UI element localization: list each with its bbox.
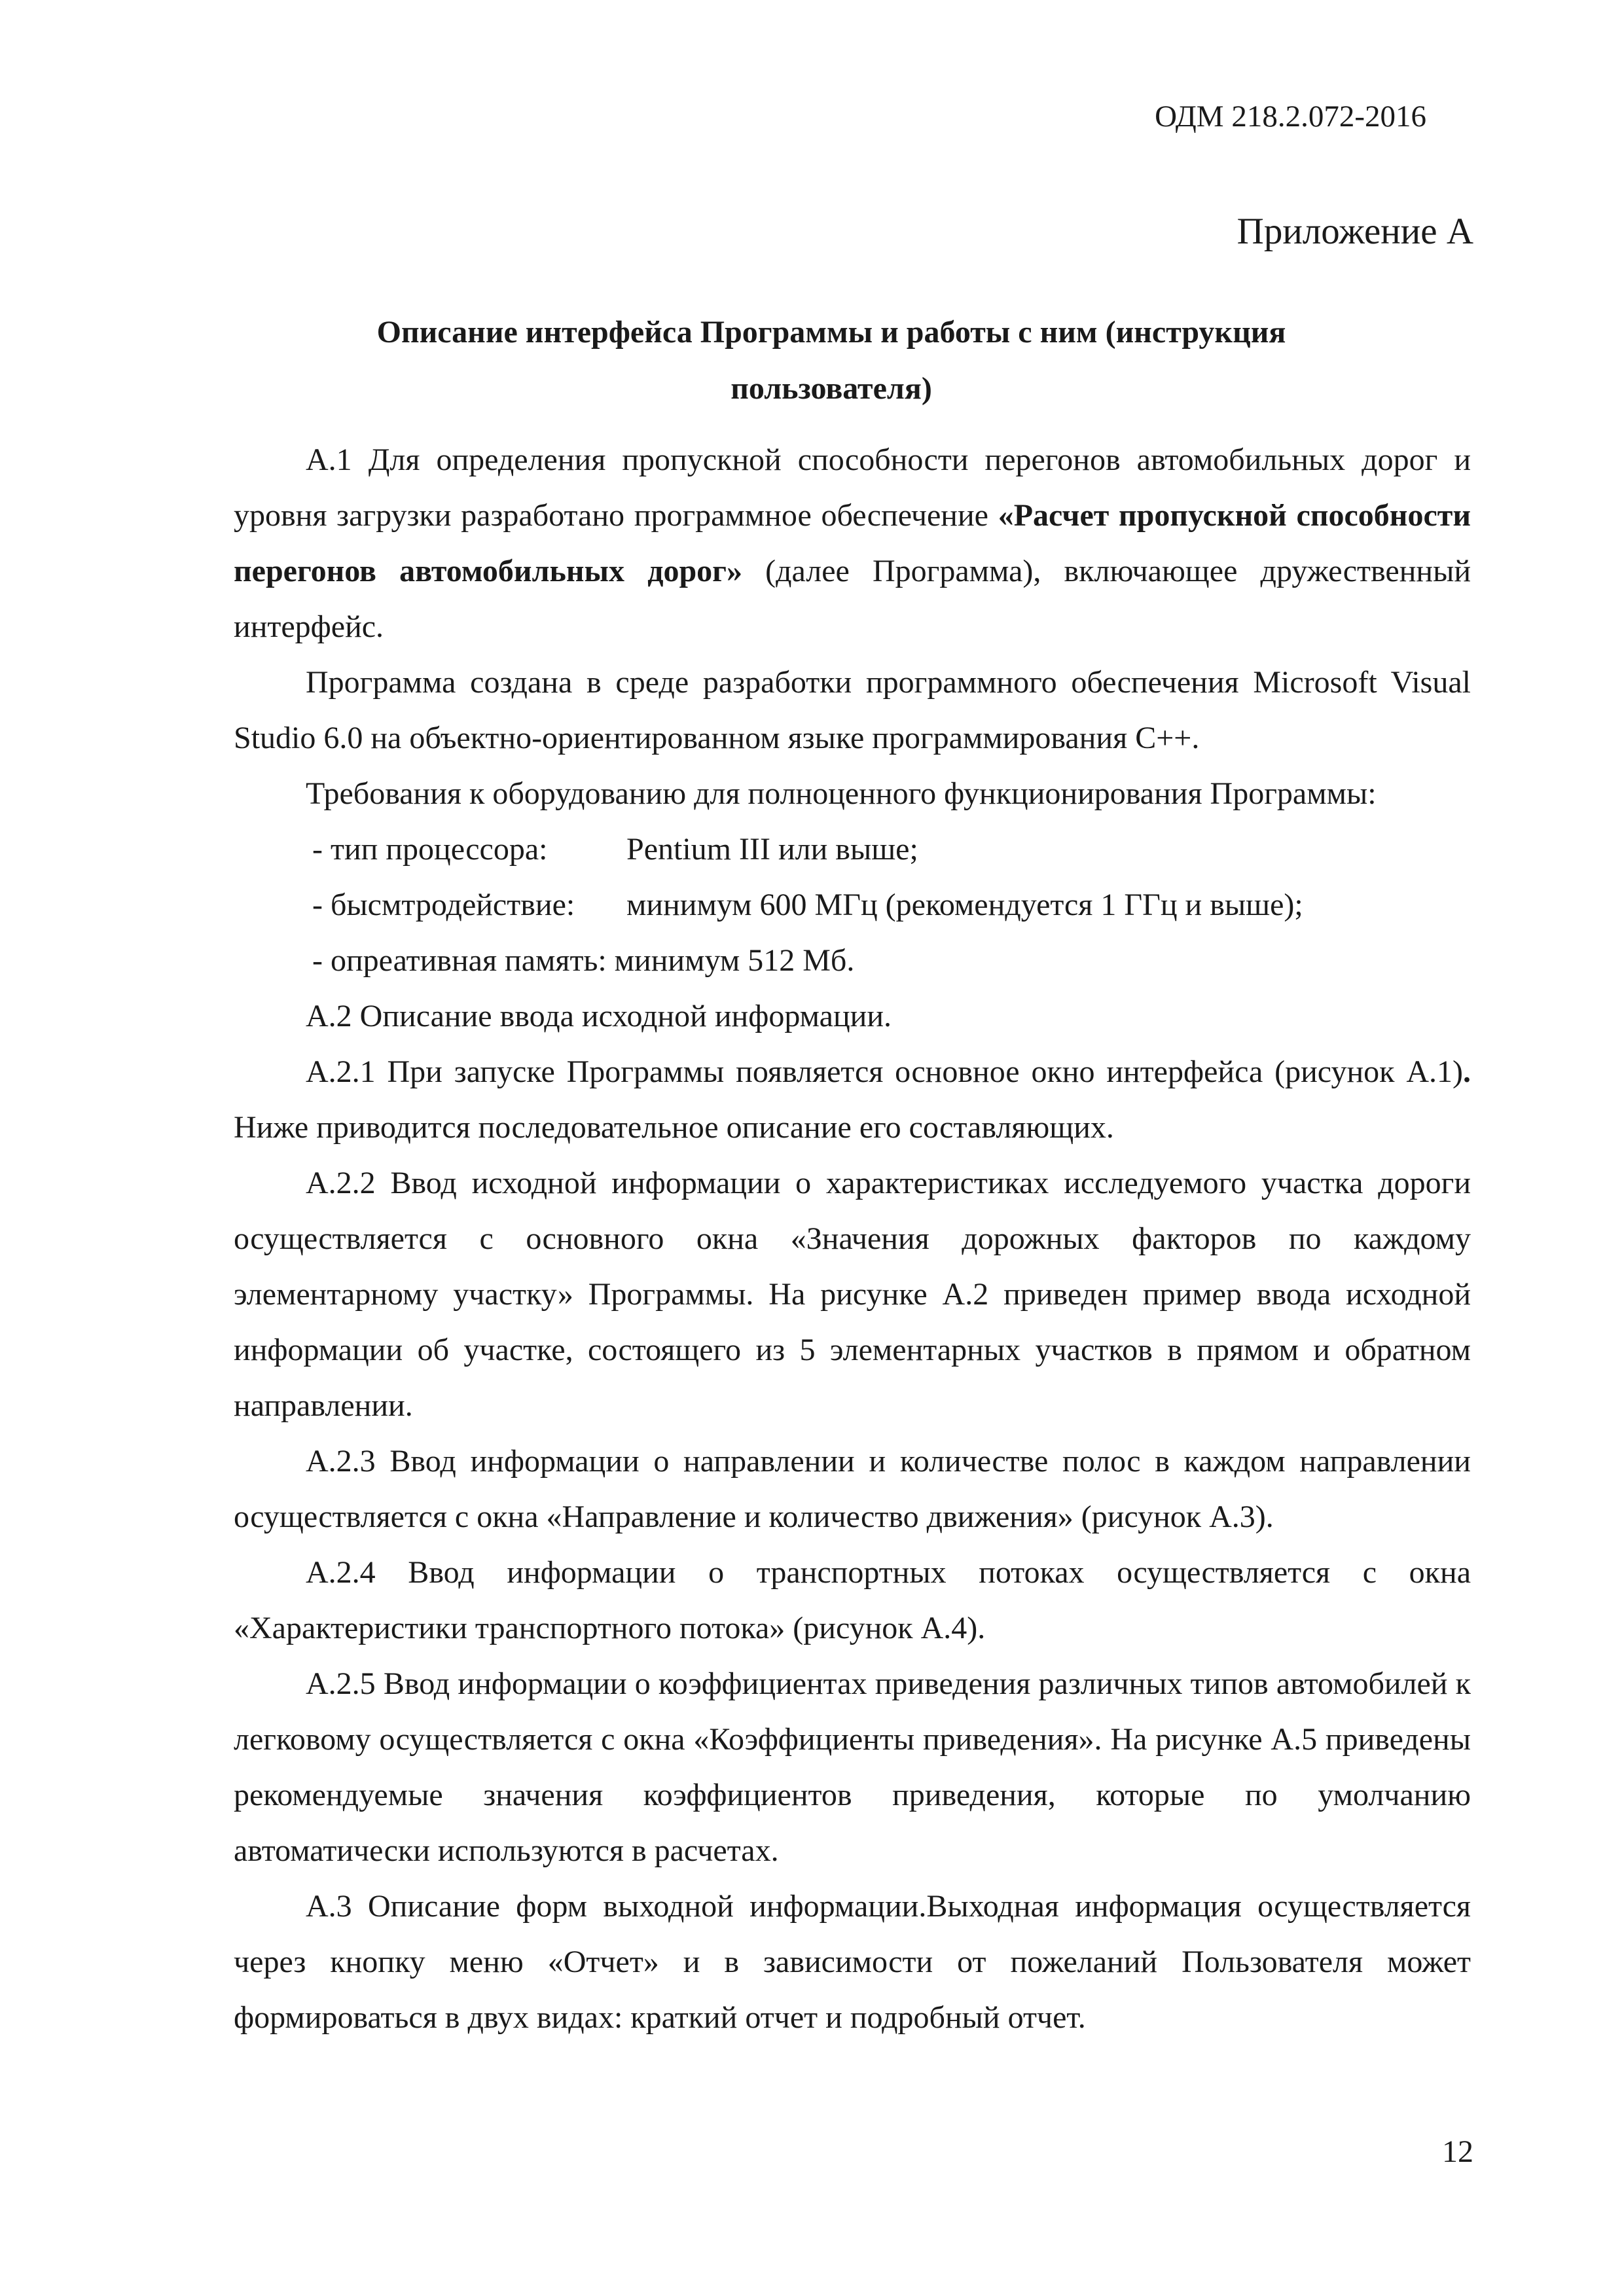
requirement-label: - опреативная память: — [312, 943, 607, 978]
paragraph-a2-5: А.2.5 Ввод информации о коэффициентах приведения различных типов автомобилей к легковому осуществляется с окна «Коэффициенты приведения». На рисунке А.5 приведены рекомендуемые значения коэффициентов приведения, которые по умолчанию автоматически используются в расчетах. — [234, 1666, 1471, 1868]
appendix-label: Приложение А — [1236, 211, 1473, 252]
requirement-processor — [234, 821, 1471, 877]
document-code: ОДМ 218.2.072-2016 — [1155, 99, 1426, 134]
paragraph-a2-2: А.2.2 Ввод исходной информации о характеристиках исследуемого участка дороги осуществляется с основного окна «Значения дорожных факторов по каждому элементарному участку» Программы. На рисунке А.2 приведен пример ввода исходной информации об участке, состоящего из 5 элементарных участков в прямом и обратном направлении. — [234, 1166, 1471, 1423]
paragraph-a1-text-end: (далее Программа), включающее дружественный интерфейс. — [234, 554, 1471, 644]
paragraph-a2-1-text-end: Ниже приводится последовательное описание его составляющих. — [234, 1110, 1114, 1145]
bold-period: . — [1463, 1054, 1471, 1089]
requirement-label: - бысмтродействие: — [312, 888, 575, 922]
paragraph-program-created: Программа создана в среде разработки программного обеспечения Microsoft Visual Studio 6.0 на объектно-ориентированном языке программирования С++. — [234, 665, 1471, 755]
paragraph-a2: А.2 Описание ввода исходной информации. — [306, 999, 892, 1033]
paragraph-a3: А.3 Описание форм выходной информации.Выходная информация осуществляется через кнопку меню «Отчет» и в зависимости от пожеланий Пользователя может формироваться в двух видах: краткий отчет и подробный отчет. — [234, 1889, 1471, 2035]
requirement-value: минимум 512 Мб. — [614, 943, 855, 978]
paragraph-a2-3: А.2.3 Ввод информации о направлении и количестве полос в каждом направлении осуществляется с окна «Направление и количество движения» (рисунок А.3). — [234, 1444, 1471, 1534]
requirement-speed — [234, 877, 1471, 933]
paragraph-a2-4: А.2.4 Ввод информации о транспортных потоках осуществляется с окна «Характеристики транспортного потока» (рисунок А.4). — [234, 1555, 1471, 1645]
program-name-bold: «Расчет пропускной способности перегонов автомобильных дорог» — [234, 498, 1471, 588]
page-number: 12 — [1442, 2134, 1473, 2169]
paragraph-a2-1 — [234, 1044, 1471, 1155]
paragraph-a2-1-text-start: А.2.1 При запуске Программы появляется основное окно интерфейса (рисунок А.1) — [306, 1054, 1463, 1089]
section-title-line-1: Описание интерфейса Программы и работы с ним (инструкция — [376, 315, 1286, 350]
requirement-value: минимум 600 МГц (рекомендуется 1 ГГц и выше); — [626, 888, 1303, 922]
requirement-memory — [234, 933, 1471, 988]
requirement-value: Pentium III или выше; — [626, 832, 918, 867]
section-title-line-2: пользователя) — [731, 371, 932, 406]
paragraph-a1 — [234, 432, 1471, 655]
requirement-label: - тип процессора: — [312, 832, 548, 867]
paragraph-requirements: Требования к оборудованию для полноценного функционирования Программы: — [306, 776, 1377, 811]
section-title — [340, 304, 1322, 417]
paragraph-a1-text-start: А.1 Для определения пропускной способности перегонов автомобильных дорог и уровня загрузки разработано программное обеспечение — [234, 442, 1471, 533]
document-body — [234, 432, 1471, 2045]
